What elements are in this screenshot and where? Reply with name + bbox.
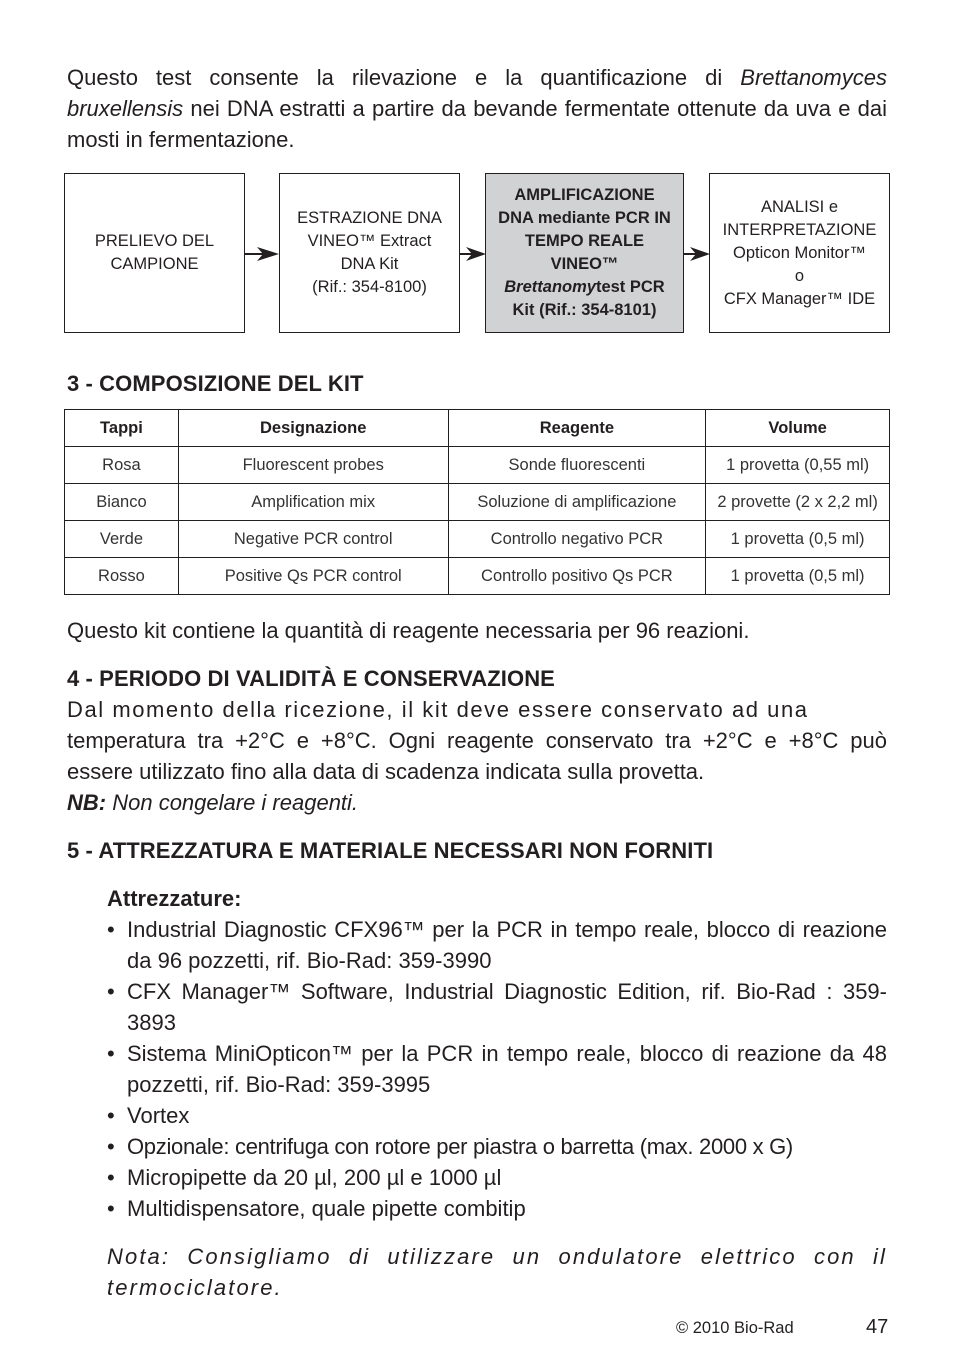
bullet: •	[107, 1196, 115, 1221]
table-cell: Sonde fluorescenti	[448, 447, 706, 484]
table-row	[65, 447, 890, 484]
flow-step-line: Opticon Monitor™	[733, 243, 866, 262]
list-item-text: Sistema MiniOpticon™ per la PCR in tempo reale, blocco di reazione da 48 pozzetti, rif. Bio-Rad: 359-3995	[127, 1041, 887, 1097]
storage-text: temperatura tra +2°C e +8°C. Ogni reagente conservato tra +2°C e +8°C può essere utilizzato fino alla data di scadenza indicata sulla provetta.	[67, 728, 887, 784]
flow-step-sampling	[64, 173, 245, 333]
equipment-note: Nota: Consigliamo di utilizzare un ondulatore elettrico con il termociclatore.	[107, 1244, 887, 1300]
flow-step-line: Kit (Rif.: 354-8101)	[512, 301, 657, 319]
flow-step-line: ESTRAZIONE DNA	[297, 209, 442, 227]
section-4-heading: 4 - PERIODO DI VALIDITÀ E CONSERVAZIONE	[67, 666, 555, 691]
table-cell: Amplification mix	[178, 484, 448, 521]
table-cell: 2 provette (2 x 2,2 ml)	[706, 484, 890, 521]
table-cell: Controllo negativo PCR	[448, 521, 706, 558]
kit-quantity-note: Questo kit contiene la quantità di reagente necessaria per 96 reazioni.	[67, 618, 750, 643]
table-cell: Fluorescent probes	[178, 447, 448, 484]
flow-step-line: INTERPRETAZIONE	[722, 220, 877, 239]
intro-paragraph	[67, 62, 887, 155]
flow-step-line: DNA mediante PCR IN	[498, 209, 671, 227]
table-header-row	[65, 410, 890, 447]
flow-step-line: ANALISI e	[760, 197, 839, 216]
bullet: •	[107, 979, 115, 1004]
flow-step-line: CAMPIONE	[110, 255, 199, 273]
flow-step-line: o	[794, 266, 805, 285]
bullet: •	[107, 1103, 115, 1128]
list-item-text: Vortex	[127, 1103, 190, 1128]
kit-composition-table	[64, 409, 890, 595]
table-cell: Rosa	[65, 447, 179, 484]
kit-name-rest: test PCR	[595, 278, 665, 296]
table-cell: 1 provetta (0,5 ml)	[706, 558, 890, 595]
workflow-diagram	[0, 173, 954, 335]
bullet: •	[107, 917, 115, 942]
arrow-right-icon	[460, 245, 486, 263]
table-cell: Soluzione di amplificazione	[448, 484, 706, 521]
list-item-text: CFX Manager™ Software, Industrial Diagnostic Edition, rif. Bio-Rad : 359-3893	[127, 979, 887, 1035]
list-item-text: Opzionale: centrifuga con rotore per piastra o barretta (max. 2000 x G)	[127, 1134, 793, 1159]
flow-step-line: VINEO™ Extract	[307, 232, 432, 250]
nb-text: Non congelare i reagenti.	[106, 790, 359, 815]
nb-label: NB:	[67, 790, 107, 815]
table-cell: Rosso	[65, 558, 179, 595]
flow-step-line	[498, 276, 671, 299]
bullet: •	[107, 1041, 115, 1066]
table-cell: Negative PCR control	[178, 521, 448, 558]
intro-text-1: Questo test consente la rilevazione e la quantificazione di	[67, 65, 741, 90]
equipment-subtitle: Attrezzature:	[107, 886, 242, 911]
list-item	[107, 1193, 887, 1224]
table-cell: Verde	[65, 521, 179, 558]
page-number: 47	[866, 1316, 889, 1338]
flow-step-extraction	[279, 173, 460, 333]
table-cell: Controllo positivo Qs PCR	[448, 558, 706, 595]
flow-step-line: (Rif.: 354-8100)	[312, 278, 427, 296]
flow-step-line: DNA Kit	[340, 255, 399, 273]
table-cell: 1 provetta (0,55 ml)	[706, 447, 890, 484]
species-name: Brettanomyces bruxellensis	[67, 65, 887, 121]
table-cell: 1 provetta (0,5 ml)	[706, 521, 890, 558]
flow-step-line: CFX Manager™ IDE	[723, 289, 876, 308]
flow-step-line: AMPLIFICAZIONE	[514, 186, 655, 204]
intro-text-2: nei DNA estratti a partire da bevande fermentate ottenute da uva e dai mosti in fermentazione.	[67, 96, 887, 152]
table-cell: Positive Qs PCR control	[178, 558, 448, 595]
flow-step-line: VINEO™	[550, 255, 619, 273]
column-header: Designazione	[178, 410, 448, 447]
storage-line-1: Dal momento della ricezione, il kit deve essere conservato ad una	[67, 697, 809, 722]
equipment-list	[107, 914, 887, 1224]
list-item	[107, 1131, 887, 1162]
flow-step-line: PRELIEVO DEL	[94, 232, 215, 250]
table-row	[65, 484, 890, 521]
column-header: Tappi	[65, 410, 179, 447]
storage-nb	[67, 787, 887, 818]
flow-step-amplification	[485, 173, 684, 333]
table-row	[65, 521, 890, 558]
bullet: •	[107, 1134, 115, 1159]
list-item-text: Industrial Diagnostic CFX96™ per la PCR in tempo reale, blocco di reazione da 96 pozzetti, rif. Bio-Rad: 359-3990	[127, 917, 887, 973]
table-row	[65, 558, 890, 595]
copyright: © 2010 Bio-Rad	[676, 1319, 794, 1337]
bullet: •	[107, 1165, 115, 1190]
column-header: Volume	[706, 410, 890, 447]
list-item	[107, 1162, 887, 1193]
section-5-heading: 5 - ATTREZZATURA E MATERIALE NECESSARI NON FORNITI	[67, 838, 714, 863]
kit-name-italic: Brettanomy	[504, 278, 596, 296]
equipment-section	[107, 883, 887, 1224]
section-3-heading: 3 - COMPOSIZIONE DEL KIT	[67, 371, 364, 396]
list-item	[107, 914, 887, 976]
arrow-right-icon	[684, 245, 710, 263]
flow-step-analysis	[709, 173, 890, 333]
list-item	[107, 1038, 887, 1100]
flow-step-line: TEMPO REALE	[524, 232, 645, 250]
list-item	[107, 1100, 887, 1131]
list-item	[107, 976, 887, 1038]
arrow-right-icon	[245, 245, 279, 263]
table-cell: Bianco	[65, 484, 179, 521]
column-header: Reagente	[448, 410, 706, 447]
list-item-text: Multidispensatore, quale pipette combitip	[127, 1196, 526, 1221]
list-item-text: Micropipette da 20 µl, 200 µl e 1000 µl	[127, 1165, 502, 1190]
